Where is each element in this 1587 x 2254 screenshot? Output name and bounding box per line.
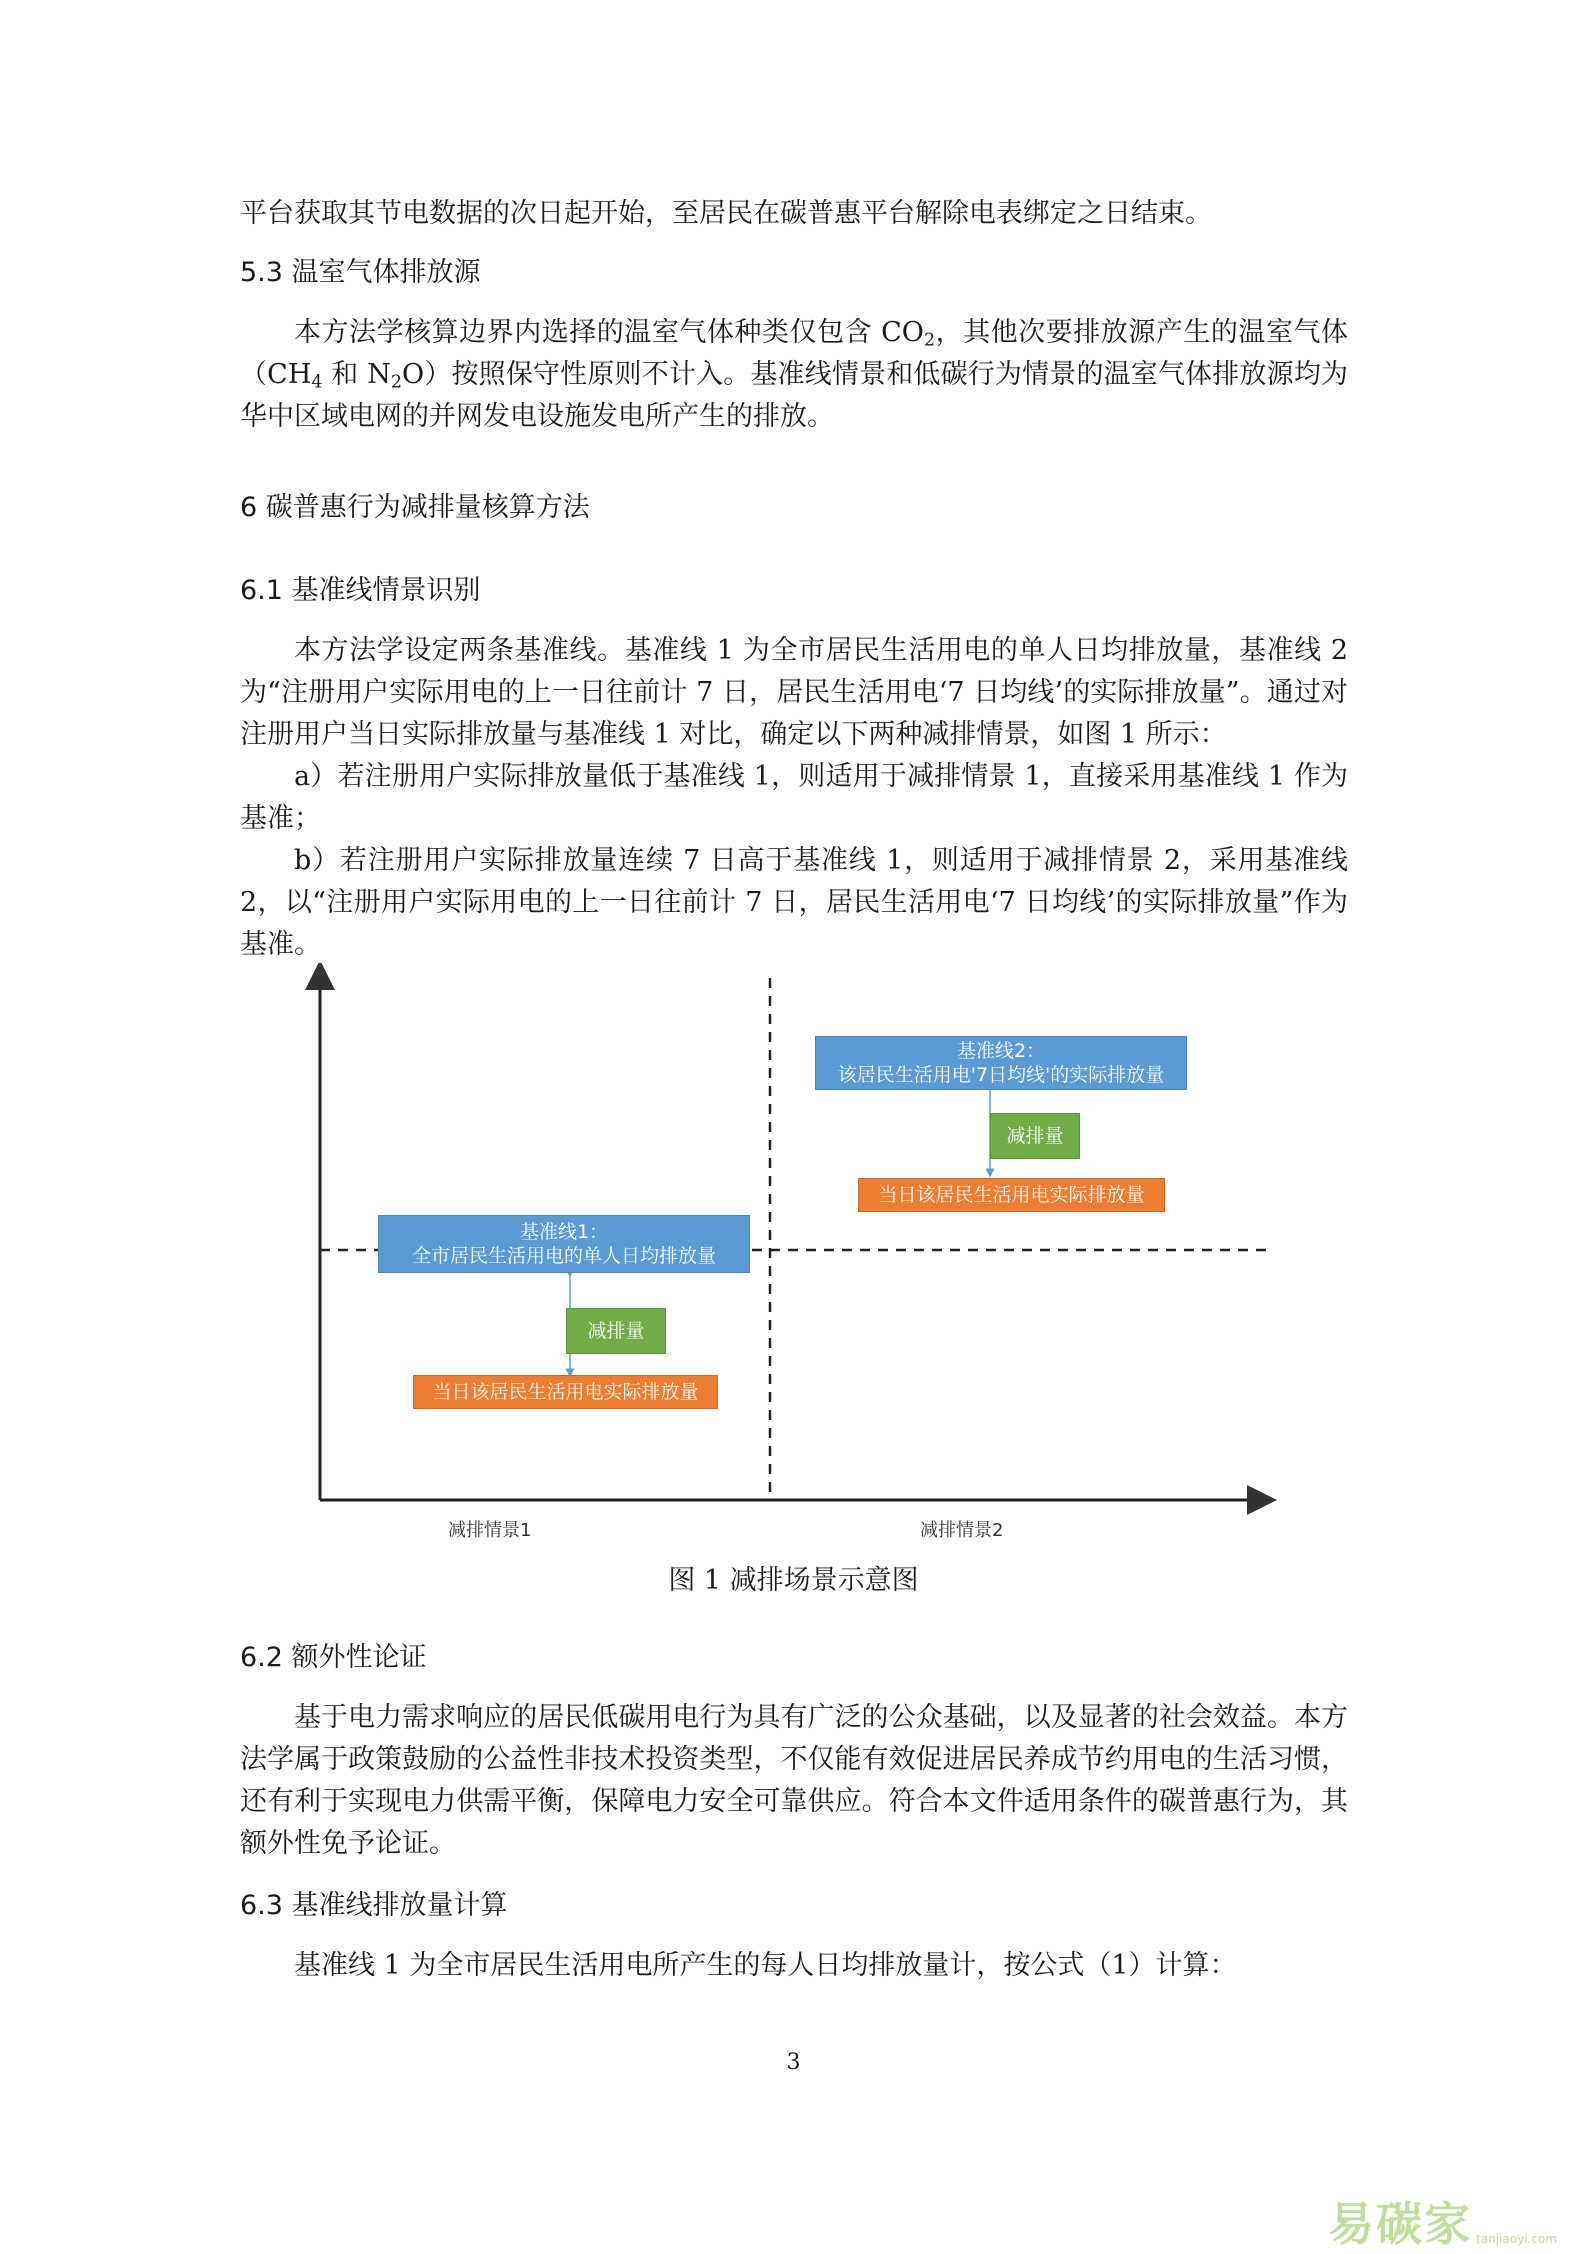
intro-paragraph (240, 193, 1348, 235)
section-5-3-paragraph: 本方法学核算边界内选择的温室气体种类仅包含 $CO_2$，其他次要排放源产生的温室气体（$CH_4$ 和 $N_2O$）按照保守性原则不计入。基准线情景和低碳行为情景的温室气体排放源均为华中区域电网的并网发电设施发电所产生的排放。 (240, 317, 1348, 432)
list-item-b: b）若注册用户实际排放量连续 7 日高于基准线 1，则适用于减排情景 2，采用基准线 2，以“注册用户实际用电的上一日往前计 7 日，居民生活用电‘7 日均线’的实际排放量”作为基准。 (240, 845, 1348, 960)
reduction1-box: 减排量 (566, 1308, 666, 1354)
section-6-1-body (240, 630, 1348, 966)
figure-caption: 图 1 减排场景示意图 (668, 1565, 919, 1596)
section-6-2-paragraph: 基于电力需求响应的居民低碳用电行为具有广泛的公众基础，以及显著的社会效益。本方法学属于政策鼓励的公益性非技术投资类型，不仅能有效促进居民养成节约用电的生活习惯，还有利于实现电力供需平衡，保障电力安全可靠供应。符合本文件适用条件的碳普惠行为，其额外性免予论证。 (240, 1702, 1348, 1859)
reduction2-box: 减排量 (990, 1113, 1080, 1159)
scenario2-label: 减排情景2 (920, 1520, 1004, 1541)
section-5-3 (240, 252, 1348, 438)
section-6-1 (240, 570, 1348, 612)
intro-line: 平台获取其节电数据的次日起开始，至居民在碳普惠平台解除电表绑定之日结束。 (240, 198, 1212, 229)
actual1-box: 当日该居民生活用电实际排放量 (413, 1375, 718, 1409)
section-heading-6-3: 6.3 基准线排放量计算 (240, 1890, 508, 1921)
section-6-3-body (240, 1945, 1348, 1987)
actual2-box: 当日该居民生活用电实际排放量 (858, 1178, 1165, 1212)
section-6-1-paragraph: 本方法学设定两条基准线。基准线 1 为全市居民生活用电的单人日均排放量，基准线 2 为“注册用户实际用电的上一日往前计 7 日，居民生活用电‘7 日均线’的实际排放量”。通过对注册用户当日实际排放量与基准线 1 对比，确定以下两种减排情景，如图 1 所示： (240, 635, 1348, 750)
watermark-logo: 易碳家 tanjiaoyi.com (1328, 2197, 1557, 2251)
section-6-2-body (240, 1697, 1348, 1865)
section-heading-5-3: 5.3 温室气体排放源 (240, 257, 481, 288)
list-item-a: a）若注册用户实际排放量低于基准线 1，则适用于减排情景 1，直接采用基准线 1 作为基准； (240, 761, 1348, 834)
section-heading-6-2: 6.2 额外性论证 (240, 1642, 427, 1673)
section-6 (240, 487, 1348, 529)
figure-1-diagram (300, 963, 1280, 1558)
page-number: 3 (786, 2050, 801, 2075)
baseline1-box: 基准线1： 全市居民生活用电的单人日均排放量 (378, 1215, 750, 1273)
section-6-3 (240, 1885, 1348, 1927)
section-heading-6: 6 碳普惠行为减排量核算方法 (240, 492, 590, 523)
baseline2-box: 基准线2： 该居民生活用电'7日均线'的实际排放量 (815, 1036, 1187, 1090)
section-heading-6-1: 6.1 基准线情景识别 (240, 575, 481, 606)
section-6-3-paragraph: 基准线 1 为全市居民生活用电所产生的每人日均排放量计，按公式（1）计算： (294, 1950, 1237, 1981)
section-6-2 (240, 1637, 1348, 1679)
scenario1-label: 减排情景1 (448, 1520, 532, 1541)
